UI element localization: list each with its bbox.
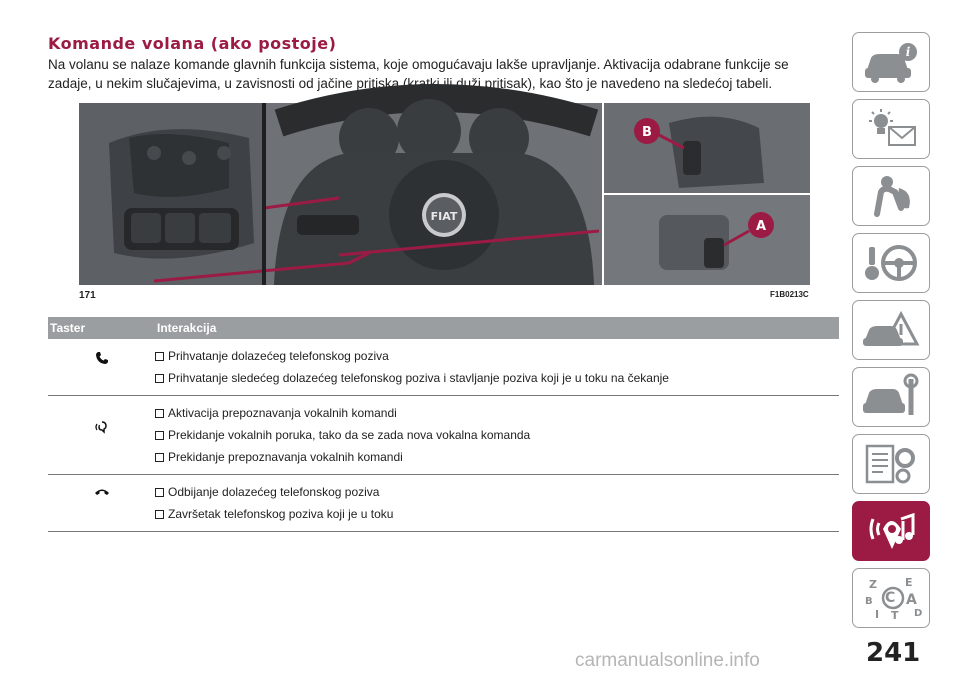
svg-text:D: D (914, 608, 923, 619)
figure-code: F1B0213C (770, 290, 809, 299)
figure-number: 171 (79, 290, 96, 301)
section-title: Komande volana (ako postoje) (48, 34, 337, 53)
svg-text:I: I (875, 608, 880, 621)
tab-warning-lights[interactable] (852, 99, 930, 159)
list-item: Prekidanje prepoznavanja vokalnih komandi (155, 446, 839, 468)
tab-emergency[interactable] (852, 300, 930, 360)
key-steering-icon (861, 241, 921, 285)
tab-starting[interactable] (852, 233, 930, 293)
tab-specifications[interactable] (852, 434, 930, 494)
watermark: carmanualsonline.info (575, 650, 760, 671)
voice-command-icon (48, 396, 155, 474)
intro-paragraph: Na volanu se nalaze komande glavnih funkcija sistema, koje omogućavaju lakše upravljanje. Aktivacija odabrane funkcije se zadaje, u nekim slučajevima, u zavisnosti od jačine pritiska (kratki ili duži pritisak), kao što je navedeno na sledećoj tabeli. (48, 57, 789, 91)
list-item: Prihvatanje sledećeg dolazećeg telefonskog poziva i stavljanje poziva koji je u toku na čekanje (155, 367, 839, 389)
table-header (48, 317, 839, 339)
svg-text:B: B (865, 596, 873, 607)
phone-hangup-icon (48, 475, 155, 531)
list-item: Prihvatanje dolazećeg telefonskog poziva (155, 345, 839, 367)
tab-safety[interactable] (852, 166, 930, 226)
safety-seat-icon (861, 174, 921, 218)
list-item: Aktivacija prepoznavanja vokalnih komandi (155, 402, 839, 424)
specifications-icon (861, 442, 921, 486)
label-a: A (755, 219, 767, 234)
list-item: Prekidanje vokalnih poruka, tako da se zada nova vokalna komanda (155, 424, 839, 446)
svg-text:Z: Z (869, 578, 877, 591)
car-info-icon (861, 40, 921, 84)
list-item: Završetak telefonskog poziva koji je u toku (155, 503, 839, 525)
svg-text:T: T (891, 609, 899, 622)
tab-car-info[interactable] (852, 32, 930, 92)
tab-multimedia[interactable] (852, 501, 930, 561)
controls-table (48, 317, 839, 532)
page-number: 241 (866, 638, 921, 668)
column-header-interaction: Interakcija (157, 321, 217, 335)
table-row (48, 396, 839, 475)
warning-lights-icon (861, 107, 921, 151)
multimedia-icon (861, 509, 921, 553)
svg-text:A: A (906, 592, 917, 608)
index-icon (861, 576, 921, 620)
tab-maintenance[interactable] (852, 367, 930, 427)
list-item: Odbijanje dolazećeg telefonskog poziva (155, 481, 839, 503)
label-b: B (642, 125, 652, 140)
svg-text:C: C (885, 590, 896, 606)
car-maintenance-icon (861, 375, 921, 419)
tab-index[interactable] (852, 568, 930, 628)
steering-wheel-figure (79, 103, 810, 285)
phone-answer-icon (48, 339, 155, 395)
fiat-logo: FIAT (430, 210, 458, 223)
svg-text:i: i (905, 45, 911, 59)
table-row (48, 339, 839, 396)
column-header-button: Taster (50, 321, 86, 335)
table-row (48, 475, 839, 532)
emergency-icon (861, 308, 921, 352)
svg-text:E: E (905, 576, 913, 589)
